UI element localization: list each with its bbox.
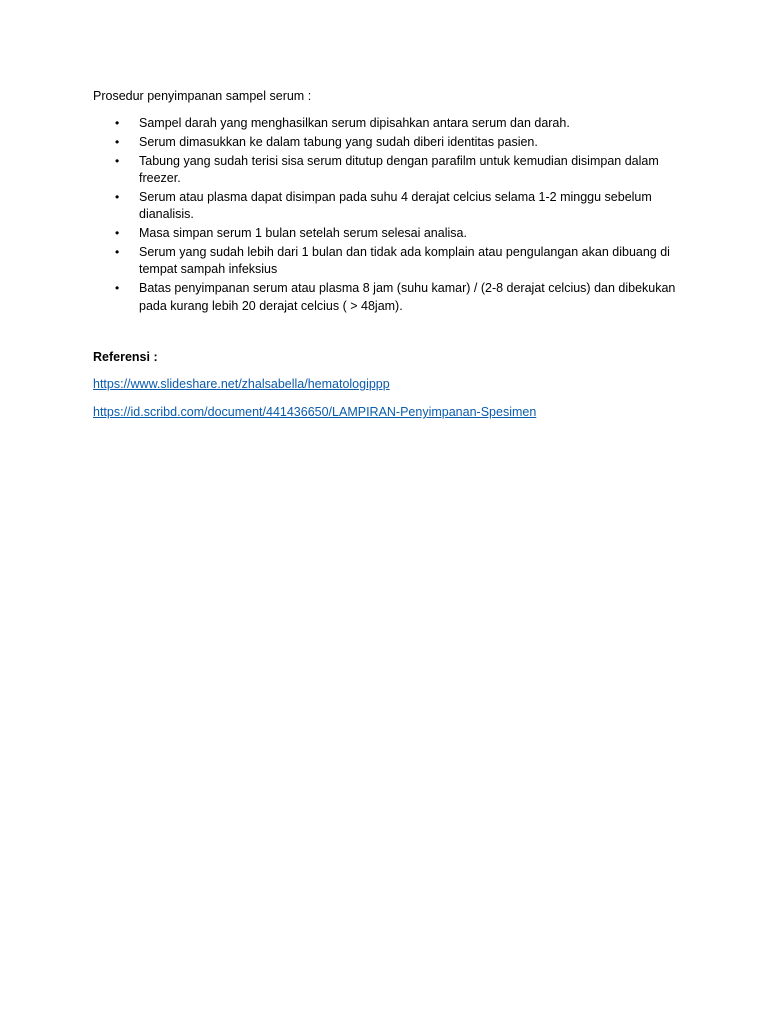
bullet-icon: • [115,244,120,259]
bullet-icon: • [115,134,120,149]
bullet-icon: • [115,116,120,130]
list-item-text: Batas penyimpanan serum atau plasma 8 jam (suhu kamar) / (2-8 derajat celcius) dan dibekukan pada kurang lebih 20 derajat celcius ( > 48jam). [139,281,676,313]
list-item [93,244,693,279]
reference-link-scribd[interactable]: https://id.scribd.com/document/441436650/LAMPIRAN-Penyimpanan-Spesimen [93,405,537,419]
list-item-text: Masa simpan serum 1 bulan setelah serum selesai analisa. [139,226,467,241]
list-item-text: Serum dimasukkan ke dalam tabung yang sudah diberi identitas pasien. [139,134,538,149]
reference-link-slideshare[interactable]: https://www.slideshare.net/zhalsabella/hematologippp [93,377,390,391]
list-item-text: Serum atau plasma dapat disimpan pada suhu 4 derajat celcius selama 1-2 minggu sebelum dianalisis. [139,189,652,222]
list-item-text: Sampel darah yang menghasilkan serum dipisahkan antara serum dan darah. [139,116,570,130]
list-item [93,134,693,152]
bullet-icon: • [115,153,120,168]
references-title: Referensi : [93,350,158,364]
list-item [93,225,693,243]
section-heading: Prosedur penyimpanan sampel serum : [93,89,312,103]
bullet-icon: • [115,281,120,296]
list-item-text: Serum yang sudah lebih dari 1 bulan dan tidak ada komplain atau pengulangan akan dibuang di tempat sampah infeksius [139,244,670,277]
list-item-text: Tabung yang sudah terisi sisa serum ditutup dengan parafilm untuk kemudian disimpan dalam freezer. [139,153,659,186]
bullet-icon: • [115,189,120,204]
list-item [93,189,693,224]
bullet-icon: • [115,226,120,241]
procedure-list [93,115,693,317]
list-item [93,153,693,188]
list-item [93,280,693,315]
list-item [93,115,693,133]
